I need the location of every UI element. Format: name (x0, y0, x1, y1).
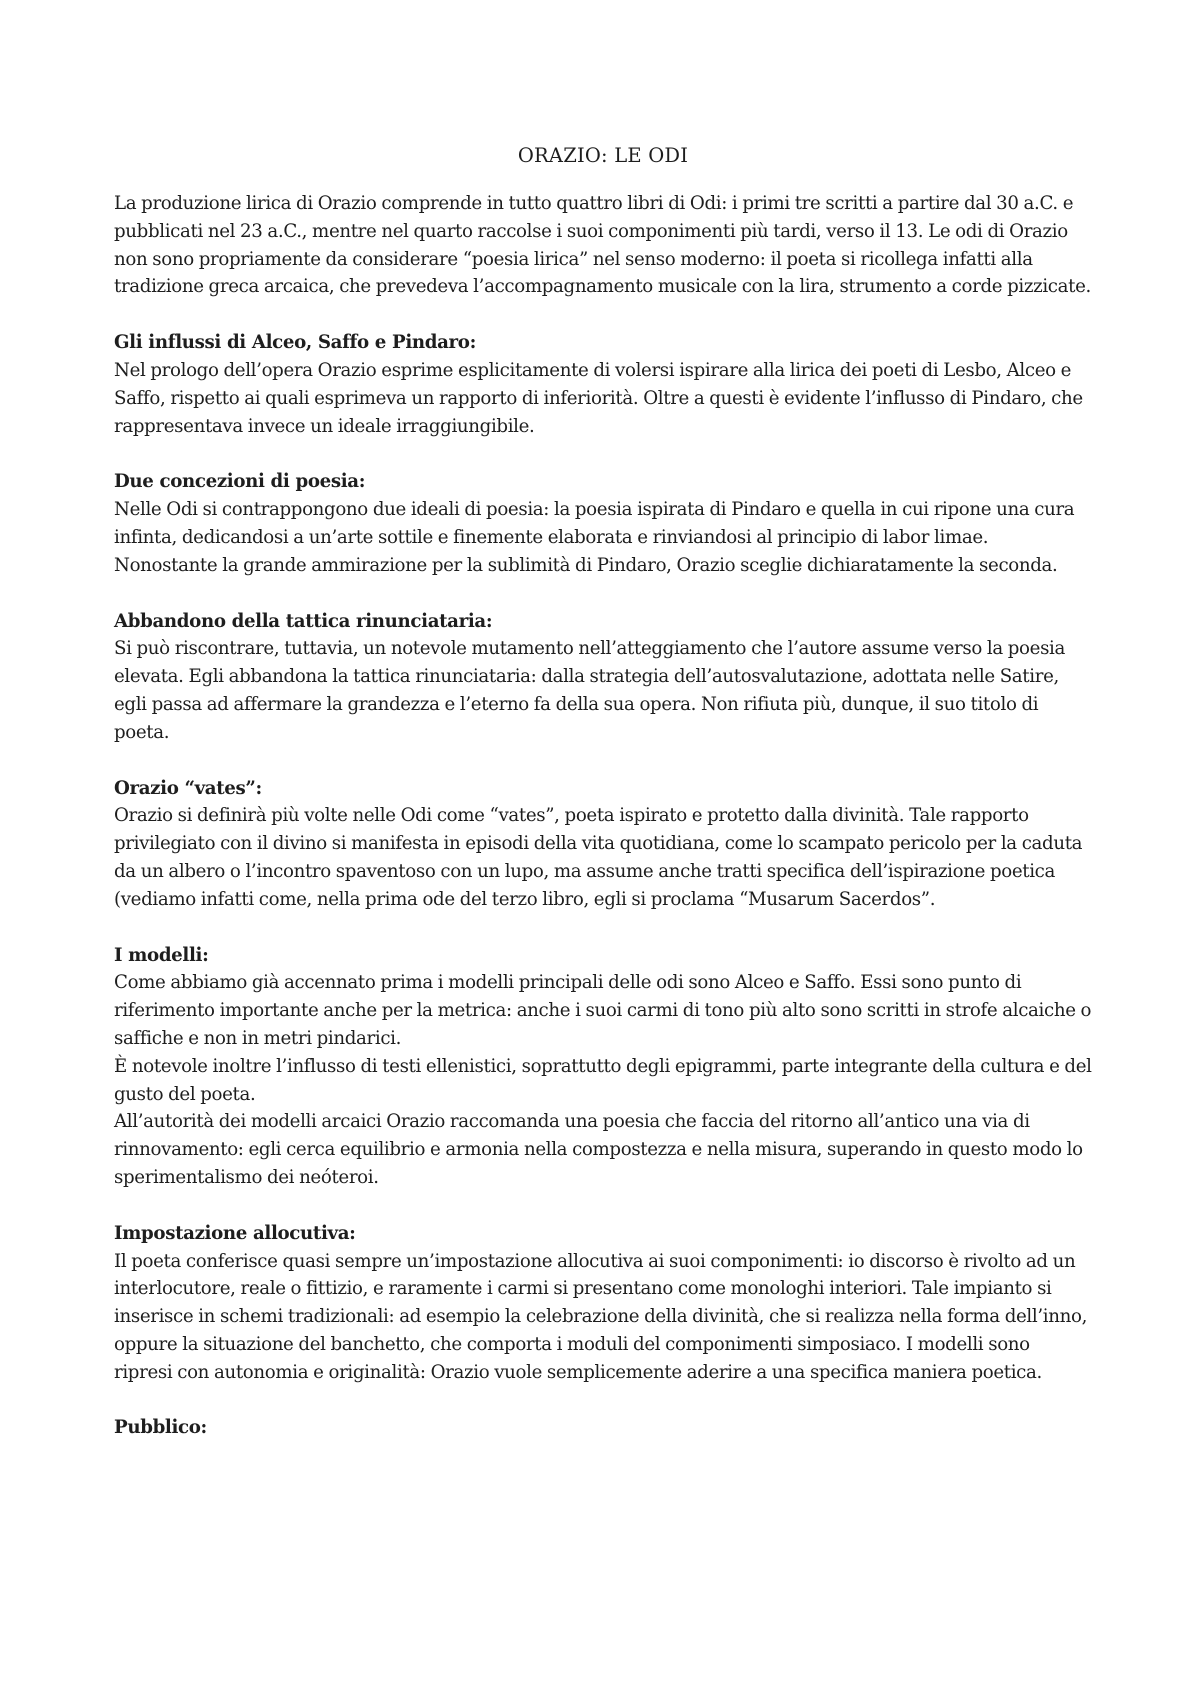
intro-paragraph: La produzione lirica di Orazio comprende in tutto quattro libri di Odi: i primi tre scritti a partire dal 30 a.C. e pubblicati nel 23 a.C., mentre nel quarto raccolse i suoi componimenti più tardi, verso il 13. Le odi di Orazio non sono propriamente da considerare “poesia lirica” nel senso moderno: il poeta si ricollega infatti alla tradizione greca arcaica, che prevedeva l’accompagnamento musicale con la lira, strumento a corde pizzicate. (114, 193, 1091, 298)
section-allocutiva (114, 1220, 1092, 1387)
section-abbandono (114, 608, 1092, 747)
document-body (114, 142, 1092, 1442)
section-heading: Impostazione allocutiva: (114, 1222, 356, 1244)
section-pubblico (114, 1414, 1092, 1442)
section-paragraph: Il poeta conferisce quasi sempre un’impostazione allocutiva ai suoi componimenti: io discorso è rivolto ad un interlocutore, reale o fittizio, e raramente i carmi si presentano come monologhi interiori. Tale impianto si inserisce in schemi tradizionali: ad esempio la celebrazione della divinità, che si realizza nella forma dell’inno, oppure la situazione del banchetto, che comporta i moduli del componimenti simposiaco. I modelli sono ripresi con autonomia e originalità: Orazio vuole semplicemente aderire a una specifica maniera poetica. (114, 1250, 1088, 1383)
section-paragraph: Nel prologo dell’opera Orazio esprime esplicitamente di volersi ispirare alla lirica dei poeti di Lesbo, Alceo e Saffo, rispetto ai quali esprimeva un rapporto di inferiorità. Oltre a questi è evidente l’influsso di Pindaro, che rappresentava invece un ideale irraggiungibile. (114, 359, 1083, 437)
section-influssi (114, 329, 1092, 440)
section-heading: Gli influssi di Alceo, Saffo e Pindaro: (114, 332, 476, 354)
section-paragraph: All’autorità dei modelli arcaici Orazio raccomanda una poesia che faccia del ritorno all’antico una via di rinnovamento: egli cerca equilibrio e armonia nella compostezza e nella misura, superando in questo modo lo sperimentalismo dei neóteroi. (114, 1111, 1083, 1188)
section-concezioni (114, 468, 1092, 579)
section-modelli (114, 942, 1092, 1192)
section-heading: Due concezioni di poesia: (114, 471, 366, 493)
document-title: ORAZIO: LE ODI (517, 144, 689, 167)
section-paragraph: Nelle Odi si contrappongono due ideali di poesia: la poesia ispirata di Pindaro e quella in cui ripone una cura infinta, dedicandosi a un’arte sottile e finemente elaborata e rinviandosi al principio di labor limae. Nonostante la grande ammirazione per la sublimità di Pindaro, Orazio sceglie dichiaratamente la seconda. (114, 499, 1075, 576)
section-paragraph: È notevole inoltre l’influsso di testi ellenistici, soprattutto degli epigrammi, parte integrante della cultura e del gusto del poeta. (114, 1055, 1092, 1105)
section-heading: Orazio “vates”: (114, 777, 262, 799)
section-paragraph: Orazio si definirà più volte nelle Odi come “vates”, poeta ispirato e protetto dalla divinità. Tale rapporto privilegiato con il divino si manifesta in episodi della vita quotidiana, come lo scampato pericolo per la caduta da un albero o l’incontro spaventoso con un lupo, ma assume anche tratti specifica dell’ispirazione poetica (vediamo infatti come, nella prima ode del terzo libro, egli si proclama “Musarum Sacerdos”. (114, 805, 1083, 910)
section-paragraph: Si può riscontrare, tuttavia, un notevole mutamento nell’atteggiamento che l’autore assume verso la poesia elevata. Egli abbandona la tattica rinunciataria: dalla strategia dell’autosvalutazione, adottata nelle Satire, egli passa ad affermare la grandezza e l’eterno fa della sua opera. Non rifiuta più, dunque, il suo titolo di poeta. (114, 638, 1066, 743)
section-heading: Pubblico: (114, 1417, 207, 1439)
section-paragraph: Come abbiamo già accennato prima i modelli principali delle odi sono Alceo e Saffo. Essi sono punto di riferimento importante anche per la metrica: anche i suoi carmi di tono più alto sono scritti in strofe alcaiche o saffiche e non in metri pindarici. (114, 972, 1092, 1049)
section-heading: I modelli: (114, 944, 209, 966)
section-vates (114, 775, 1092, 914)
section-heading: Abbandono della tattica rinunciataria: (114, 610, 493, 632)
